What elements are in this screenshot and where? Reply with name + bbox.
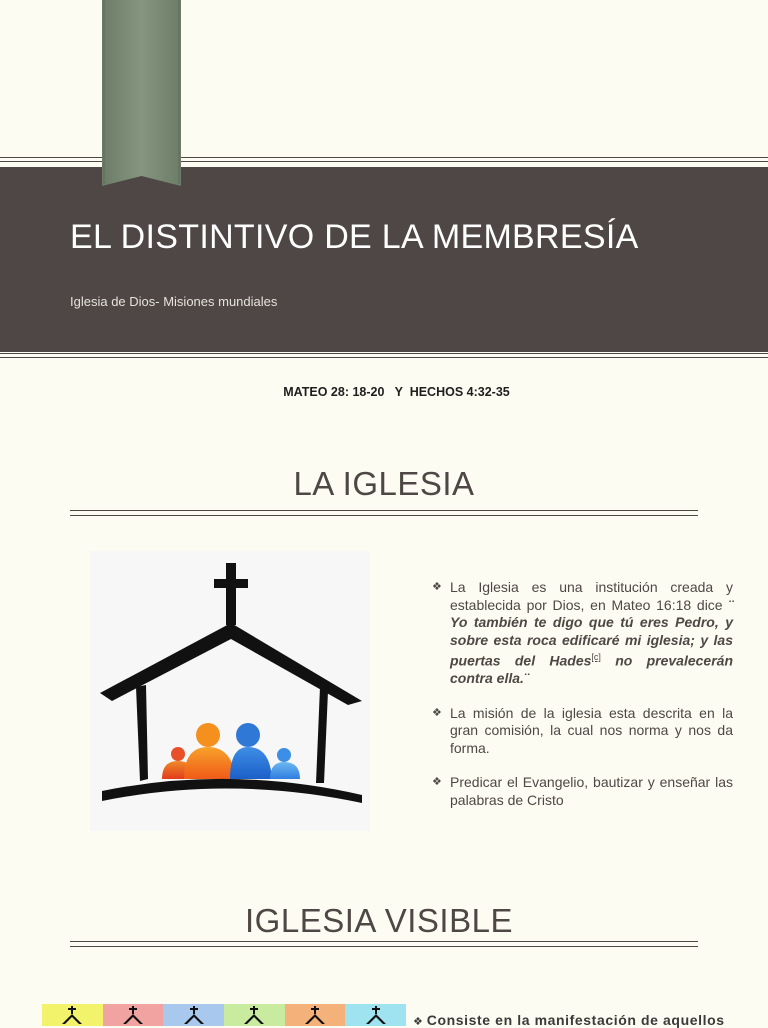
bullet-text: Consiste en la manifestación de aquellos [426, 1012, 725, 1028]
church-silhouette-icon [61, 1006, 83, 1026]
section-title-la-iglesia: LA IGLESIA [293, 465, 475, 502]
bullet-text: Predicar el Evangelio, bautizar y enseñar las palabras de Cristo [450, 774, 733, 808]
ribbon-bookmark-icon [102, 0, 181, 186]
footnote-link[interactable]: [c] [591, 652, 601, 662]
band-rule-outer [0, 357, 768, 358]
page-title: EL DISTINTIVO DE LA MEMBRESÍA [70, 218, 639, 256]
section-rule [70, 510, 698, 511]
strip-block [163, 1004, 224, 1026]
bullet-text: La Iglesia es una institución creada y establecida por Dios, en Mateo 16:18 dice [450, 579, 733, 613]
la-iglesia-bullets [432, 579, 733, 809]
church-silhouette-icon [304, 1006, 326, 1026]
bullet-quote-end: no prevalecerán contra ella.¨ [450, 652, 733, 687]
diamond-bullet-icon: ❖ [432, 776, 442, 789]
church-image [90, 551, 370, 831]
diamond-bullet-icon: ❖ [413, 1016, 423, 1028]
church-color-strip [42, 1004, 406, 1026]
band-rule-inner [0, 353, 768, 354]
section-rule [70, 941, 698, 942]
strip-block [42, 1004, 103, 1026]
section-rule [70, 946, 698, 947]
section-rule [70, 515, 698, 516]
strip-block [224, 1004, 285, 1026]
church-silhouette-icon [122, 1006, 144, 1026]
church-silhouette-icon [183, 1006, 205, 1026]
bullet-quote: Yo también te digo que tú eres Pedro, y sobre esta roca edificaré mi iglesia; y las puertas del Hades [450, 614, 733, 669]
diamond-bullet-icon: ❖ [432, 581, 442, 593]
list-item [432, 774, 733, 809]
diamond-bullet-icon: ❖ [432, 706, 442, 719]
title-band [0, 167, 768, 352]
iglesia-visible-bullet [413, 1012, 745, 1028]
church-silhouette-icon [243, 1006, 265, 1026]
church-with-family-icon [90, 551, 370, 831]
strip-block [285, 1004, 346, 1026]
list-item [432, 705, 733, 758]
church-silhouette-icon [365, 1006, 387, 1026]
bullet-text: La misión de la iglesia esta descrita en la gran comisión, la cual nos norma y nos da forma. [450, 704, 733, 756]
section-title-iglesia-visible: IGLESIA VISIBLE [245, 902, 513, 939]
page-subtitle: Iglesia de Dios- Misiones mundiales [70, 294, 278, 309]
strip-block [103, 1004, 164, 1026]
bullet-quote-open: ¨ [728, 596, 734, 613]
verse-reference: MATEO 28: 18-20 Y HECHOS 4:32-35 [283, 385, 510, 399]
list-item [432, 579, 733, 688]
strip-block [345, 1004, 406, 1026]
